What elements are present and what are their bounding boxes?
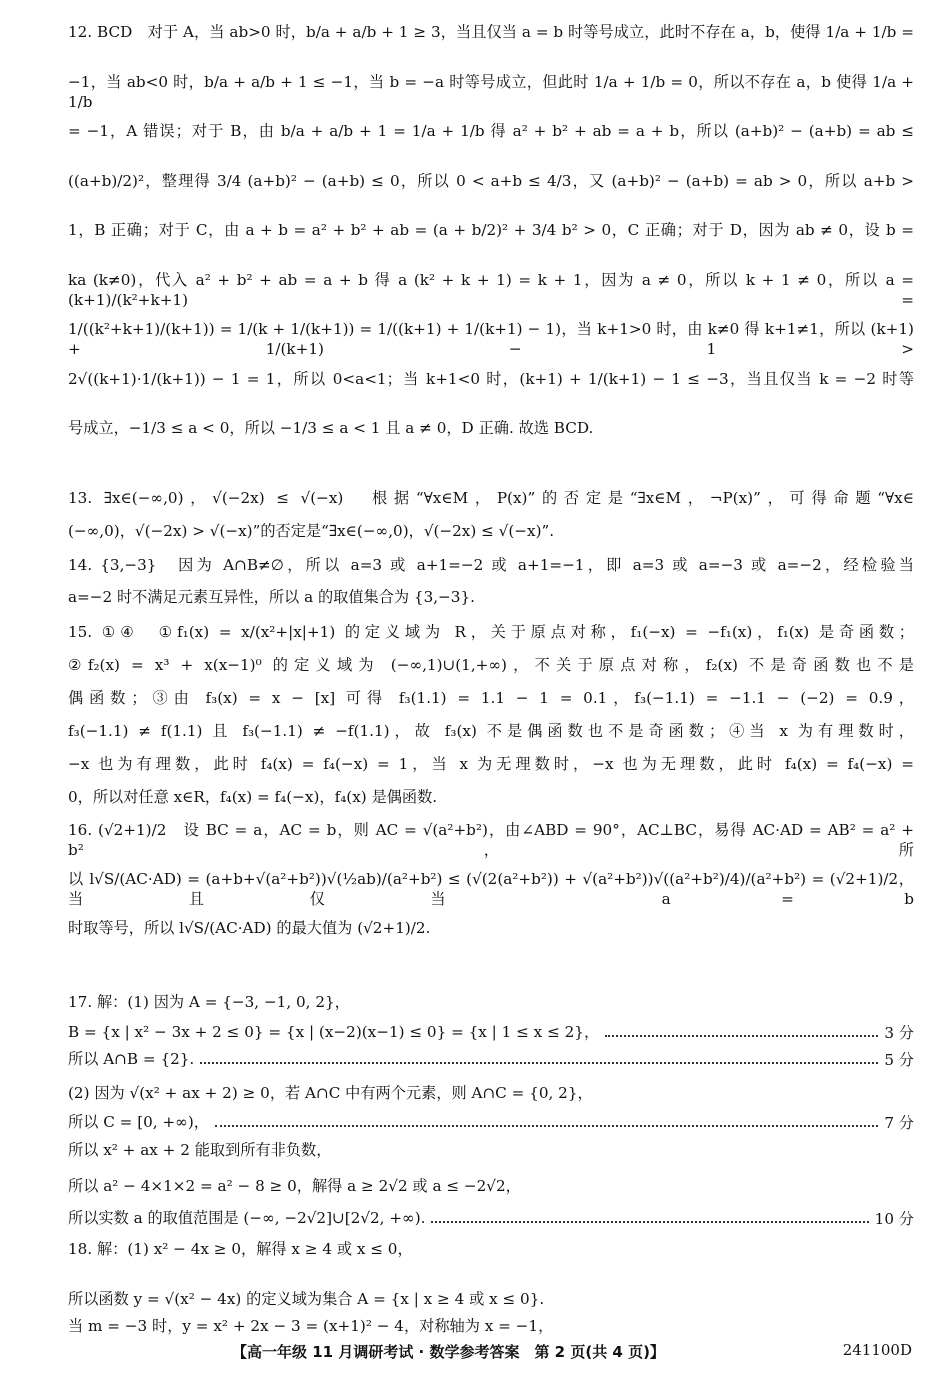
step-text: 所以 a² − 4×1×2 = a² − 8 ≥ 0，解得 a ≥ 2√2 或 a ≤ −2√2，	[68, 1177, 521, 1195]
answer-line: 13. ∃x∈(−∞,0)，√(−2x) ≤ √(−x) 根据“∀x∈M，P(x)”的否定是“∃x∈M，¬P(x)”，可得命题“∀x∈	[68, 489, 914, 507]
answer-line: 0，所以对任意 x∈R，f₄(x) = f₄(−x)，f₄(x) 是偶函数.	[68, 788, 438, 806]
step-text: 所以 x² + ax + 2 能取到所有非负数，	[68, 1141, 332, 1159]
answer-line: ((a+b)/2)²，整理得 3/4 (a+b)² − (a+b) ≤ 0，所以 0 < a+b ≤ 4/3，又 (a+b)² − (a+b) = ab > 0，所以 a+b >	[68, 171, 914, 190]
step-text: 所以实数 a 的取值范围是 (−∞, −2√2]∪[2√2, +∞).	[68, 1209, 426, 1227]
step-text: 所以 C = [0, +∞)，	[68, 1113, 209, 1131]
solution-step	[68, 1140, 914, 1160]
answer-line: 以 l√S/(AC·AD) = (a+b+√(a²+b²))√(½ab)/(a²+b²) ≤ (√(2(a²+b²)) + √(a²+b²))√((a²+b²)/4)/(a²+b²) = (√2+1)/2，当且仅当 a = b	[68, 870, 914, 908]
page-footer	[0, 1341, 950, 1363]
answer-line: f₃(−1.1) ≠ f(1.1) 且 f₃(−1.1) ≠ −f(1.1)，故 f₃(x) 不是偶函数也不是奇函数；④当 x 为有理数时，	[68, 722, 914, 740]
step-text: 18. 解：(1) x² − 4x ≥ 0，解得 x ≥ 4 或 x ≤ 0，	[68, 1240, 413, 1258]
step-text: B = {x | x² − 3x + 2 ≤ 0} = {x | (x−2)(x−1) ≤ 0} = {x | 1 ≤ x ≤ 2}，	[68, 1023, 600, 1041]
answer-line: −1，当 ab<0 时，b/a + a/b + 1 ≤ −1，当 b = −a 时等号成立，但此时 1/a + 1/b = 0，所以不存在 a，b 使得 1/a + 1/b	[68, 72, 914, 111]
footer-code: 241100D	[842, 1341, 912, 1359]
answer-line: 偶函数；③由 f₃(x) = x − [x] 可得 f₃(1.1) = 1.1 − 1 = 0.1，f₃(−1.1) = −1.1 − (−2) = 0.9，	[68, 689, 914, 707]
answer-line: −x 也为有理数，此时 f₄(x) = f₄(−x) = 1，当 x 为无理数时，−x 也为无理数，此时 f₄(x) = f₄(−x) =	[68, 755, 914, 773]
answer-line: 号成立，−1/3 ≤ a < 0，所以 −1/3 ≤ a < 1 且 a ≠ 0，D 正确. 故选 BCD.	[68, 419, 594, 437]
solution-step	[68, 1239, 914, 1259]
answer-line: 1，B 正确；对于 C，由 a + b = a² + b² + ab = (a + b/2)² + 3/4 b² > 0，C 正确；对于 D，因为 ab ≠ 0，设 b =	[68, 221, 914, 239]
answer-line: 17. 解：(1) 因为 A = {−3, −1, 0, 2}，	[68, 993, 350, 1011]
answer-line: 2√((k+1)·1/(k+1)) − 1 = 1，所以 0<a<1；当 k+1<0 时，(k+1) + 1/(k+1) − 1 ≤ −3，当且仅当 k = −2 时等	[68, 369, 914, 388]
answer-line: 当 m = −3 时，y = x² + 2x − 3 = (x+1)² − 4，对称轴为 x = −1，	[68, 1317, 554, 1335]
solution-step	[68, 1112, 914, 1132]
footer-title: 【高一年级 11 月调研考试 · 数学参考答案 第 2 页(共 4 页)】	[232, 1343, 665, 1361]
step-text: (2) 因为 √(x² + ax + 2) ≥ 0，若 A∩C 中有两个元素，则 A∩C = {0, 2}，	[68, 1084, 593, 1102]
answer-line: 所以函数 y = √(x² − 4x) 的定义域为集合 A = {x | x ≥ 4 或 x ≤ 0}.	[68, 1290, 545, 1308]
score-label: 5 分	[884, 1050, 914, 1069]
step-text: 所以 A∩B = {2}.	[68, 1050, 195, 1068]
answer-line: 时取等号，所以 l√S/(AC·AD) 的最大值为 (√2+1)/2.	[68, 919, 431, 937]
answer-line: = −1，A 错误；对于 B，由 b/a + a/b + 1 = 1/a + 1/b 得 a² + b² + ab = a + b，所以 (a+b)² − (a+b) = ab ≤	[68, 122, 914, 140]
answer-line: 14. {3,−3} 因为 A∩B≠∅，所以 a=3 或 a+1=−2 或 a+1=−1，即 a=3 或 a=−3 或 a=−2，经检验当	[68, 556, 914, 574]
answer-line: 1/((k²+k+1)/(k+1)) = 1/(k + 1/(k+1)) = 1/((k+1) + 1/(k+1) − 1)，当 k+1>0 时，由 k≠0 得 k+1≠1，所以 (k+1) + 1/(k+1) − 1 >	[68, 320, 914, 358]
answer-line: ka (k≠0)，代入 a² + b² + ab = a + b 得 a (k² + k + 1) = k + 1，因为 a ≠ 0，所以 k + 1 ≠ 0，所以 a = (k+1)/(k²+k+1) =	[68, 270, 914, 309]
dot-leader	[431, 1221, 868, 1223]
score-label: 3 分	[884, 1023, 914, 1042]
answer-line: 12. BCD 对于 A，当 ab>0 时，b/a + a/b + 1 ≥ 3，当且仅当 a = b 时等号成立，此时不存在 a，b，使得 1/a + 1/b =	[68, 23, 914, 41]
dot-leader	[605, 1035, 878, 1037]
answer-line: 15. ①④ ①f₁(x) = x/(x²+|x|+1) 的定义域为 R，关于原点对称，f₁(−x) = −f₁(x)，f₁(x) 是奇函数；	[68, 623, 914, 641]
answer-line: a=−2 时不满足元素互异性，所以 a 的取值集合为 {3,−3}.	[68, 588, 475, 606]
solution-step	[68, 1049, 914, 1069]
solution-step	[68, 1022, 914, 1042]
answer-line: 16. (√2+1)/2 设 BC = a，AC = b，则 AC = √(a²+b²)，由∠ABD = 90°，AC⊥BC，易得 AC·AD = AB² = a² + b²，所	[68, 821, 914, 859]
solution-step	[68, 1083, 914, 1103]
answer-line: (−∞,0)，√(−2x) > √(−x)”的否定是“∃x∈(−∞,0)，√(−2x) ≤ √(−x)”.	[68, 522, 555, 540]
solution-step	[68, 1176, 914, 1196]
score-label: 10 分	[874, 1209, 914, 1228]
dot-leader	[200, 1062, 878, 1064]
answer-line: ②f₂(x) = x³ + x(x−1)⁰ 的定义域为 (−∞,1)∪(1,+∞)，不关于原点对称，f₂(x) 不是奇函数也不是	[68, 656, 914, 674]
solution-step	[68, 1208, 914, 1228]
score-label: 7 分	[884, 1113, 914, 1132]
dot-leader	[215, 1125, 878, 1127]
